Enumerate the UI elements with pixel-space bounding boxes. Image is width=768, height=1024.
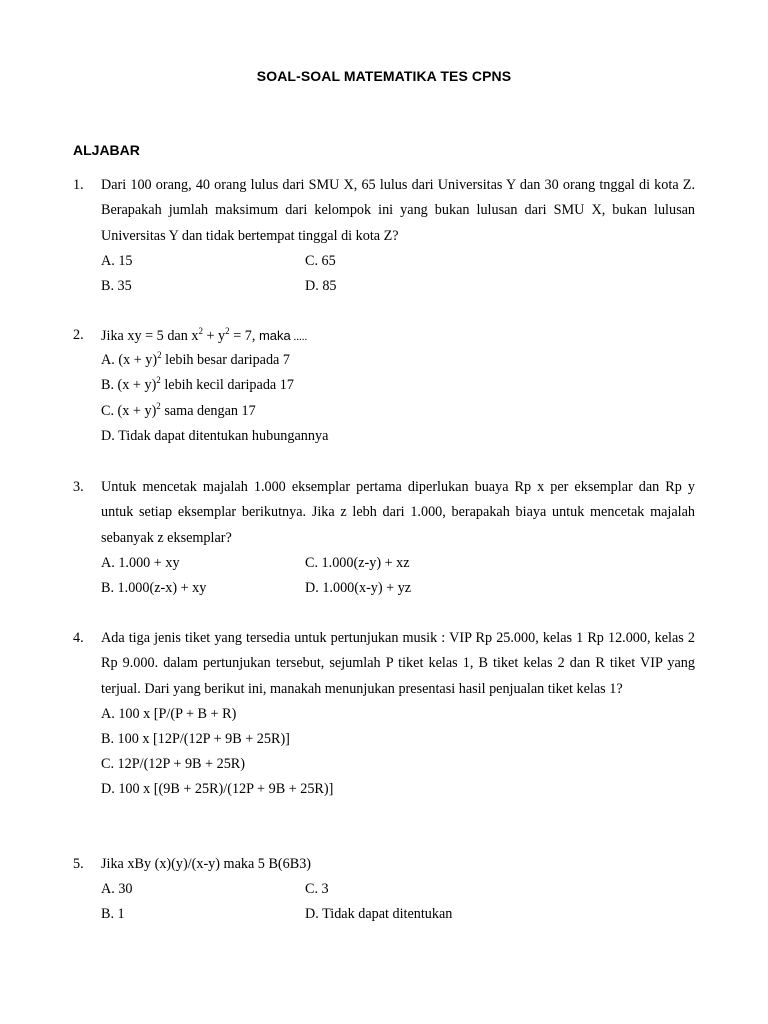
question-number: 2.	[73, 327, 84, 343]
option-a: A. 15	[101, 252, 133, 269]
stem-text: Jika xy = 5 dan x	[101, 328, 199, 344]
option-d	[101, 424, 695, 449]
option-c: C. 12P/(12P + 9B + 25R)	[101, 756, 245, 773]
option-text: lebih besar daripada 7	[161, 352, 290, 369]
stem-text: maka	[258, 328, 291, 343]
option-text: sama dengan 17	[160, 402, 256, 419]
question-number: 3.	[73, 479, 84, 495]
option-b: B. 100 x [12P/(12P + 9B + 25R)]	[101, 731, 290, 748]
option-c: C. 65	[305, 252, 336, 269]
document-title: SOAL-SOAL MATEMATIKA TES CPNS	[256, 68, 512, 84]
option-a	[101, 348, 695, 373]
option-b	[101, 373, 695, 398]
superscript: 2	[156, 400, 161, 411]
question-text: Jika xBy (x)(y)/(x-y) maka 5 B(6B3)	[101, 856, 312, 872]
options-row	[101, 576, 695, 601]
option-c: C. 3	[305, 881, 329, 898]
question-text	[101, 323, 695, 348]
option-text: A. (x + y)	[101, 352, 158, 369]
option-b: B. 1.000(z-x) + xy	[101, 580, 207, 597]
option-d: D. 1.000(x-y) + yz	[305, 580, 412, 597]
option-d: D. 100 x [(9B + 25R)/(12P + 9B + 25R)]	[101, 781, 334, 798]
option-text: lebih kecil daripada 17	[160, 377, 294, 394]
superscript: 2	[157, 350, 162, 361]
question-number: 4.	[73, 630, 84, 646]
option-text: B. (x + y)	[101, 377, 157, 394]
superscript: 2	[225, 326, 230, 336]
option-b: B. 35	[101, 278, 132, 295]
question-number: 1.	[73, 177, 84, 193]
question-text: Dari 100 orang, 40 orang lulus dari SMU X, 65 lulus dari Universitas Y dan 30 orang tnggal di kota Z. Berapakah jumlah maksimum dari kelompok ini yang bukan lulusan dari SMU X, bukan lulusan Universitas Y dan tidak bertempat tinggal di kota Z?	[101, 177, 695, 244]
option-a: A. 30	[101, 881, 133, 898]
section-heading: ALJABAR	[73, 142, 140, 158]
options-row	[101, 551, 695, 576]
option-a: A. 1.000 + xy	[101, 554, 180, 571]
superscript: 2	[156, 375, 161, 386]
superscript: 2	[198, 326, 203, 336]
options-row	[101, 877, 695, 902]
option-d: D. 85	[305, 278, 337, 295]
stem-text: + y	[202, 328, 226, 344]
options-row	[101, 249, 695, 274]
stem-ellipsis: .....	[290, 331, 308, 343]
option-text: D. Tidak dapat ditentukan hubungannya	[101, 427, 329, 444]
option-a: A. 100 x [P/(P + B + R)	[101, 705, 237, 722]
option-b: B. 1	[101, 906, 125, 923]
question-text: Ada tiga jenis tiket yang tersedia untuk pertunjukan musik : VIP Rp 25.000, kelas 1 Rp 12.000, kelas 2 Rp 9.000. dalam pertunjukan tersebut, sejumlah P tiket kelas 1, B tiket kelas 2 dan R tiket VIP yang terjual. Dari yang berikut ini, manakah menunjukan presentasi hasil penjualan tiket kelas 1?	[101, 630, 695, 697]
option-d: D. Tidak dapat ditentukan	[305, 906, 453, 923]
options-row	[101, 902, 695, 927]
stem-text: = 7,	[229, 328, 259, 344]
question-number: 5.	[73, 856, 84, 872]
question-text: Untuk mencetak majalah 1.000 eksemplar pertama diperlukan buaya Rp x per eksemplar dan Rp y untuk setiap eksemplar berikutnya. Jika z lebh dari 1.000, berapakah biaya untuk mencetak majalah sebanyak z eksemplar?	[101, 479, 695, 546]
option-c	[101, 399, 695, 424]
option-c: C. 1.000(z-y) + xz	[305, 554, 410, 571]
option-text: C. (x + y)	[101, 402, 157, 419]
options-row	[101, 274, 695, 299]
